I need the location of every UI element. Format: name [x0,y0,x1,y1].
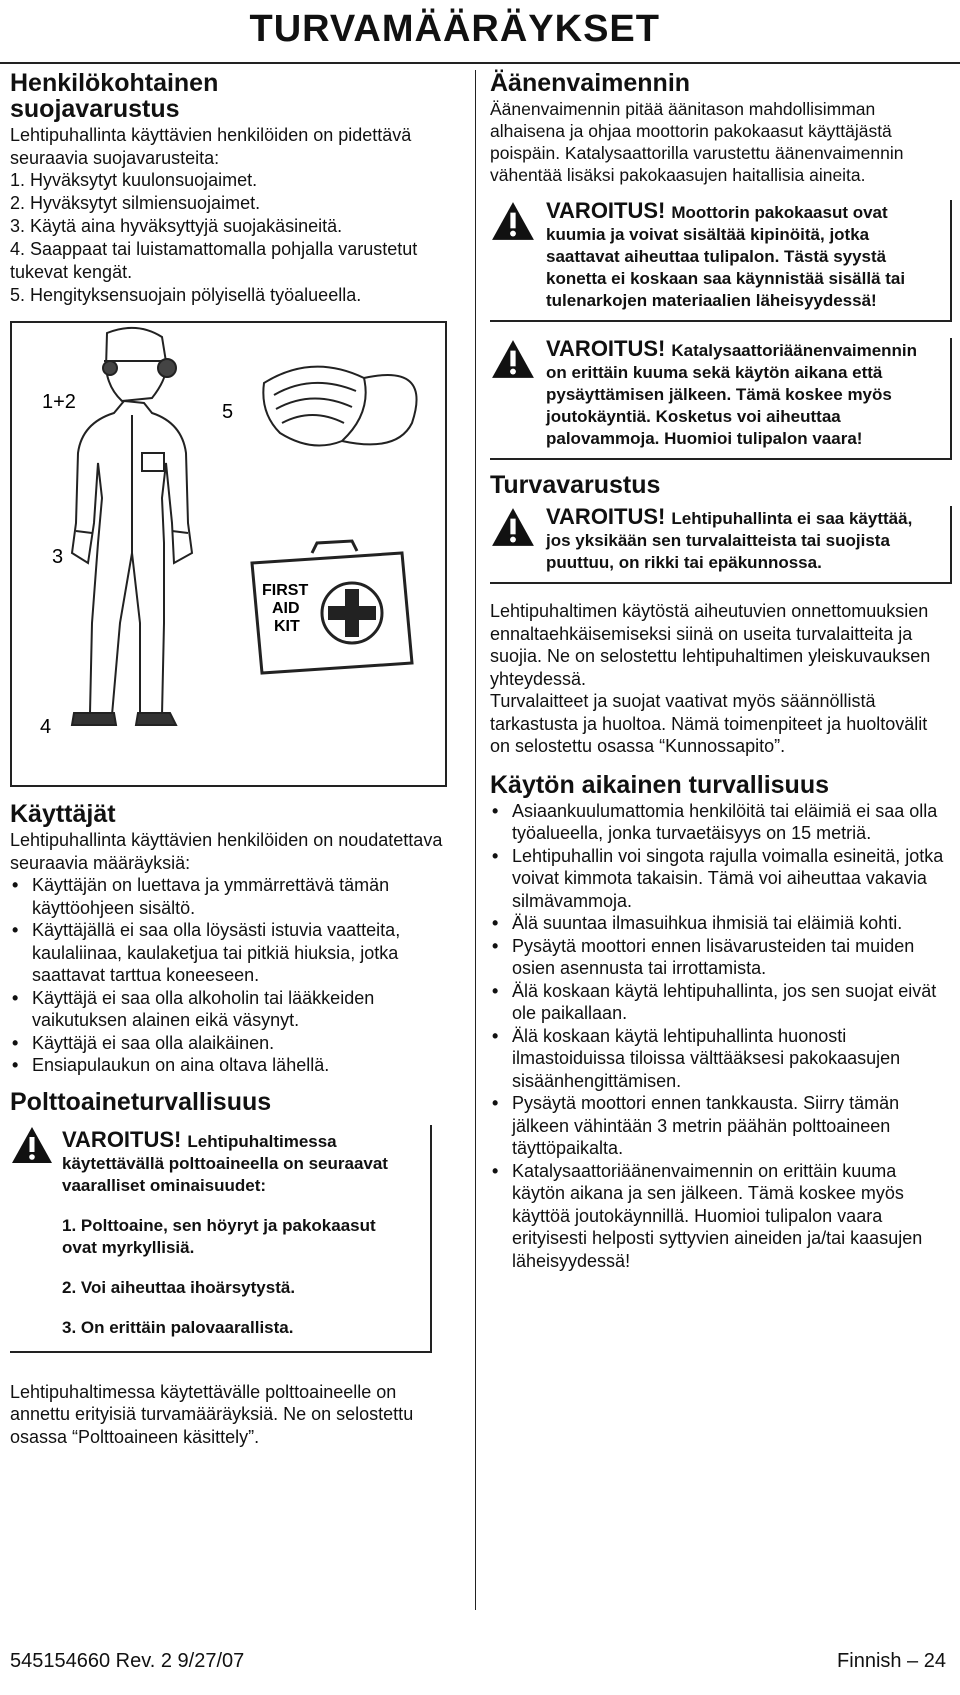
footer-page-number: Finnish – 24 [837,1650,946,1672]
fuel-hazard-item: 3. On erittäin palovaarallista. [62,1317,294,1337]
operation-bullets [490,800,950,1273]
users-intro: Lehtipuhallinta käyttävien henkilöiden on noudatettava seuraavia määräyksiä: [10,830,443,873]
warning-triangle-icon [490,338,536,380]
ppe-item: 5. Hengityksensuojain pölyisellä työalueella. [10,285,362,305]
label-3: 3 [52,546,64,568]
operation-bullet: • Pysäytä moottori ennen lisävarusteiden tai muiden osien asennusta tai irrottamista. [490,935,950,980]
first-aid-kit-icon [252,541,412,673]
muffler-warning-1 [490,200,952,322]
fuel-section [10,1089,460,1449]
ppe-item: 4. Saappaat tai luistamattomalla pohjalla varustetut tukevat kengät. [10,239,418,282]
fuel-warning-word: VAROITUS! [62,1126,182,1152]
muffler-warning-2-word: VAROITUS! [546,336,666,361]
warning-triangle-icon [10,1125,54,1165]
safety-equipment-warning-body: Lehtipuhallinta ei saa käyttää, jos yksikään sen turvalaitteista tai suojista puuttuu, on rikki tai epäkunnossa. [546,509,913,572]
safety-equipment-warning-text [546,506,940,574]
muffler-section [490,70,950,460]
footer-document-number: 545154660 Rev. 2 9/27/07 [10,1650,245,1672]
ppe-intro: Lehtipuhallinta käyttävien henkilöiden on pidettävä seuraavia suojavarusteita: [10,125,412,168]
label-1-2: 1+2 [42,391,76,413]
right-column [490,70,950,1272]
ppe-item: 1. Hyväksytyt kuulonsuojaimet. [10,170,258,190]
operation-bullet: • Pysäytä moottori ennen tankkausta. Siirry tämän jälkeen vähintään 3 metrin päähän polttoaineen täyttöpaikalta. [490,1092,950,1160]
muffler-text: Äänenvaimennin pitää äänitason mahdollisimman alhaisena ja ohjaa moottorin pakokaasut käyttäjästä poispäin. Katalysaattorilla varustettu äänenvaimennin vähentää lisäksi pakokaasujen haitallisia aineita. [490,99,904,185]
operation-bullet: • Katalysaattoriäänenvaimennin on erittäin kuuma käytön aikana ja sen jälkeen. Tämä koskee myös käyttöä joutokäynnillä. Huomioi tulipalon vaara erityisesti helposti syttyvien aineiden ja/tai kaasujen läheisyydessä! [490,1160,950,1273]
users-bullet: • Käyttäjän on luettava ja ymmärrettävä tämän käyttöohjeen sisältö. [10,874,460,919]
dust-mask-icon [263,367,416,446]
operation-bullet: • Lehtipuhallin voi singota rajulla voimalla esineitä, jotka voivat kimmota takaisin. Tämä voi aiheuttaa vakavia silmävammoja. [490,845,950,913]
safety-equipment-para-1: Lehtipuhaltimen käytöstä aiheutuvien onnettomuuksien ennaltaehkäisemiseksi siinä on useita turvalaitteita ja suojia. Ne on selostettu lehtipuhaltimen yleiskuvauksen yhteydessä. [490,601,931,689]
users-bullet: • Käyttäjällä ei saa olla löysästi istuvia vaatteita, kaulaliinaa, kaulaketjua tai pitkiä hiuksia, jotka saattavat tarttua koneeseen. [10,919,460,987]
muffler-heading: Äänenvaimennin [490,69,691,97]
kit-text-1: FIRST [262,582,309,599]
ppe-illustration-drawing [12,323,445,785]
users-heading: Käyttäjät [10,800,116,828]
muffler-warning-1-body: Moottorin pakokaasut ovat kuumia ja voivat sisältää kipinöitä, jotka saattavat aiheuttaa tulipalon. Tästä syystä konetta ei koskaan saa käynnistää sisällä tai tulenarkojen materiaalien läheisyydessä! [546,203,906,310]
operation-bullet: • Älä koskaan käytä lehtipuhallinta huonosti ilmastoiduissa tiloissa välttääksesi pakokaasujen sisäänhengittämisen. [490,1025,950,1093]
warning-triangle-icon [490,506,536,548]
muffler-warning-2 [490,338,952,460]
safety-equipment-warning [490,506,952,584]
safety-equipment-heading: Turvavarustus [490,471,661,499]
operation-section [490,772,950,1273]
muffler-warning-2-text [546,338,940,450]
operation-bullet: • Älä koskaan käytä lehtipuhallinta, jos sen suojat eivät ole paikallaan. [490,980,950,1025]
header-rule [0,62,960,64]
person-icon [72,328,192,725]
page-title: TURVAMÄÄRÄYKSET [249,8,660,50]
operation-bullet: • Asiaankuulumattomia henkilöitä tai eläimiä ei saa olla työalueella, jonka turvaetäisyys on 15 metriä. [490,800,950,845]
ppe-section [10,70,460,307]
users-bullet: • Käyttäjä ei saa olla alaikäinen. [10,1032,460,1055]
muffler-warning-1-text [546,200,940,312]
column-divider [475,70,476,1610]
kit-text-2: AID [272,600,300,617]
muffler-warning-2-body: Katalysaattoriäänenvaimennin on erittäin kuuma sekä käytön aikana että pysäyttämisen jälkeen. Tämä koskee myös joutokäyntiä. Kosketus voi aiheuttaa palovammoja. Huomioi tulipalon vaara! [546,341,918,448]
fuel-warning-body: Lehtipuhaltimessa käytettävällä polttoaineella on seuraavat vaaralliset ominaisuudet: [62,1131,388,1195]
ppe-item: 2. Hyväksytyt silmiensuojaimet. [10,193,261,213]
operation-bullet: • Älä suuntaa ilmasuihkua ihmisiä tai eläimiä kohti. [490,912,950,935]
label-4: 4 [40,716,52,738]
ppe-list [10,169,460,307]
safety-equipment-para-2: Turvalaitteet ja suojat vaativat myös säännöllistä tarkastusta ja huoltoa. Nämä toimenpiteet ja huoltovälit on selostettu osassa “Kunnossapito”. [490,691,928,756]
fuel-note: Lehtipuhaltimessa käytettävälle polttoaineelle on annettu erityisiä turvamääräyksiä. Ne on selostettu osassa “Polttoaineen käsittely”. [10,1381,414,1447]
users-bullet: • Käyttäjä ei saa olla alkoholin tai lääkkeiden vaikutuksen alainen eikä väsynyt. [10,987,460,1032]
warning-triangle-icon [490,200,536,242]
kit-text-3: KIT [274,618,300,635]
operation-heading: Käytön aikainen turvallisuus [490,770,829,799]
fuel-hazard-item: 2. Voi aiheuttaa ihoärsytystä. [62,1277,296,1297]
fuel-warning-text [62,1126,420,1197]
ppe-heading: Henkilökohtainen suojavarustus [10,69,219,123]
muffler-warning-1-word: VAROITUS! [546,198,666,223]
safety-equipment-warning-word: VAROITUS! [546,504,666,529]
users-bullet: • Ensiapulaukun on aina oltava lähellä. [10,1054,460,1077]
fuel-heading: Polttoaineturvallisuus [10,1087,272,1116]
ppe-illustration [10,321,447,787]
fuel-warning [10,1125,432,1353]
left-column [10,70,460,1448]
users-section [10,801,460,1077]
label-5: 5 [222,401,234,423]
fuel-hazard-item: 1. Polttoaine, sen höyryt ja pakokaasut ovat myrkyllisiä. [62,1215,376,1257]
users-bullets [10,874,460,1077]
safety-equipment-section [490,472,950,758]
ppe-item: 3. Käytä aina hyväksyttyjä suojakäsineitä. [10,216,343,236]
